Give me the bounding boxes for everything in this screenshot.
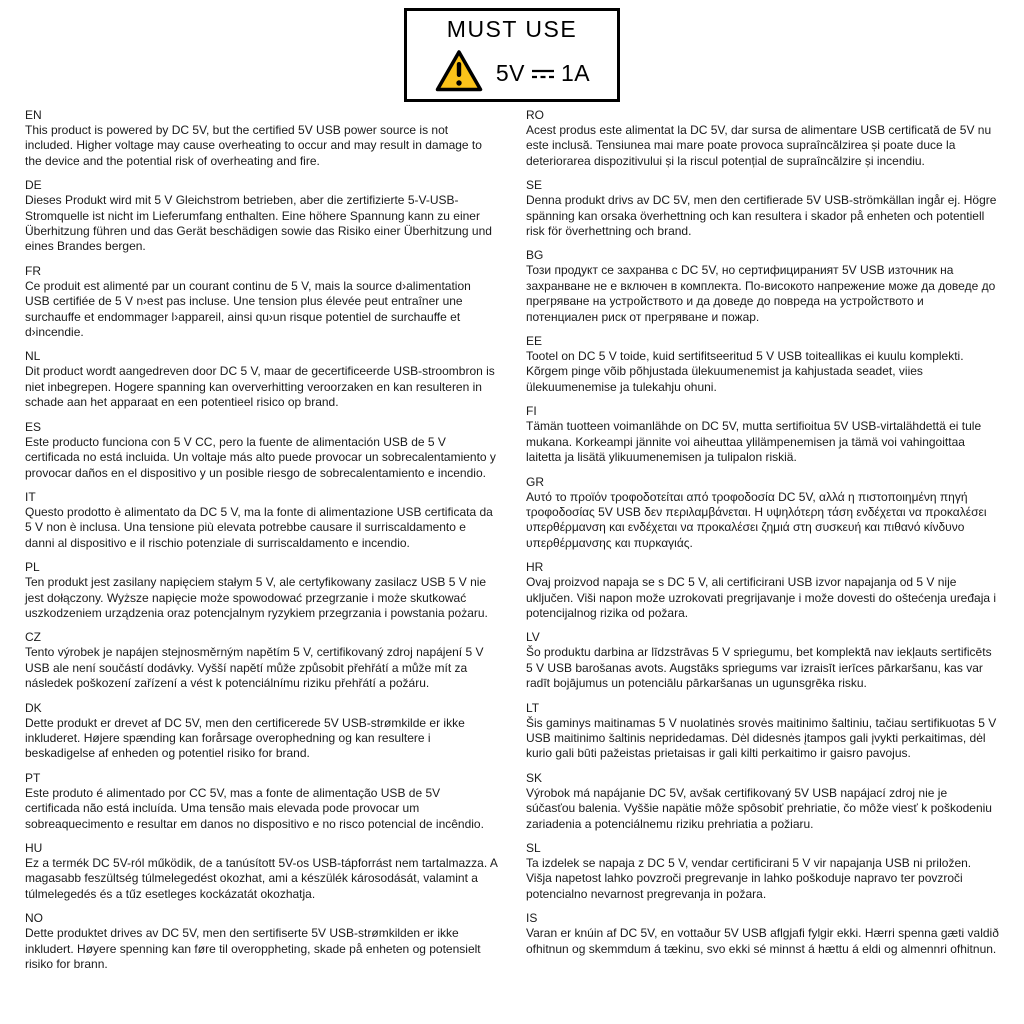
lang-text: Ta izdelek se napaja z DC 5 V, vendar certificirani 5 V vir napajanja USB ni priložen. Višja napetost lahko povzroči pregrevanje in lahko poškoduje napravo ter povzroči potencialno nevarnost pregrevanja in požara. xyxy=(526,856,972,901)
lang-code: HU xyxy=(25,841,43,855)
lang-section-is xyxy=(526,911,999,957)
banner-title: MUST USE xyxy=(446,16,578,42)
lang-code: IS xyxy=(526,911,538,926)
lang-section-no xyxy=(25,911,498,972)
lang-section-se xyxy=(526,178,999,239)
lang-text: Dette produkt er drevet af DC 5V, men den certificerede 5V USB-strømkilde er ikke inkluderet. Højere spænding kan forårsage overophedning og kan resultere i beskadigelse af enheden og potentiel risiko for brand. xyxy=(25,715,465,761)
lang-section-gr xyxy=(526,475,999,552)
lang-text: Ce produit est alimenté par un courant continu de 5 V, mais la source d›alimentation USB certifiée de 5 V n›est pas incluse. Une tension plus élevée peut entraîner une surchauffe et endommager l›appareil, ainsi qu›un risque potentiel de surchauffe et d›incendie. xyxy=(25,278,471,340)
lang-section-cz xyxy=(25,630,498,691)
lang-section-it xyxy=(25,490,498,551)
lang-code: IT xyxy=(25,489,36,504)
voltage-value: 5V xyxy=(495,60,525,87)
lang-section-nl xyxy=(25,349,498,410)
lang-text: Dieses Produkt wird mit 5 V Gleichstrom betrieben, aber die zertifizierte 5-V-USB-Stromquelle ist nicht im Lieferumfang enthalten. Eine höhere Spannung kann zu einer Überhitzung führen und das Gerät beschädigen sowie das Risiko einer Überhitzung und eines Brandes bergen. xyxy=(25,193,492,254)
lang-section-es xyxy=(25,420,498,481)
lang-text: Varan er knúin af DC 5V, en vottaður 5V USB aflgjafi fylgir ekki. Hærri spenna gæti valdið ofhitnun og skemmdum á tækinu, svo ekki sé minnst á hættu á eldi og almennri ofhitnun. xyxy=(526,926,999,956)
lang-code: PL xyxy=(25,560,40,575)
lang-section-bg xyxy=(526,248,999,325)
lang-section-ee xyxy=(526,334,999,395)
lang-code: CZ xyxy=(25,630,41,645)
left-column xyxy=(25,108,498,981)
lang-code: FR xyxy=(25,263,41,278)
lang-text: Acest produs este alimentat la DC 5V, dar sursa de alimentare USB certificată de 5V nu este inclusă. Tensiunea mai mare poate provoca supraîncălzirea și poate duce la deteriorarea dispozitivului și la riscul potențial de supraîncălzire și incendiu. xyxy=(526,123,992,168)
language-columns xyxy=(25,108,999,981)
lang-text: Denna produkt drivs av DC 5V, men den certifierade 5V USB-strömkällan ingår ej. Högre spänning kan orsaka överhettning och kan resultera i skador på enheten och potentiell risk för överhettning och brand. xyxy=(526,193,997,239)
lang-section-pt xyxy=(25,771,498,832)
lang-text: Este produto é alimentado por CC 5V, mas a fonte de alimentação USB de 5V certificada não está incluída. Uma tensão mais elevada pode provocar um sobreaquecimento e resultar em danos no dispositivo e no risco potencial de incêndio. xyxy=(25,785,484,831)
lang-section-sl xyxy=(526,841,999,902)
lang-section-lt xyxy=(526,701,999,762)
lang-text: Ez a termék DC 5V-ról működik, de a tanúsított 5V-os USB-tápforrást nem tartalmazza. A magasabb feszültség túlmelegedést okozhat, ami a készülék károsodását, valamint a túlmelegedés és a tűz esetleges kockázatát okozhatja. xyxy=(25,856,498,901)
lang-text: Výrobok má napájanie DC 5V, avšak certifikovaný 5V USB napájací zdroj nie je súčasťou balenia. Vyššie napätie môže spôsobiť prehriatie, čo môže viesť k poškodeniu zariadenia a potenciálnemu riziku prehriatia a požiaru. xyxy=(526,785,992,831)
lang-code: GR xyxy=(526,474,544,489)
lang-code: EE xyxy=(526,334,543,349)
lang-section-fi xyxy=(526,404,999,465)
lang-code: DE xyxy=(25,178,42,193)
lang-section-hu xyxy=(25,841,498,902)
lang-code: NO xyxy=(25,911,43,926)
lang-code: ES xyxy=(25,419,42,434)
current-value: 1A xyxy=(561,60,591,87)
lang-text: This product is powered by DC 5V, but the certified 5V USB power source is not included. Higher voltage may cause overheating to occur and may result in damage to the device and the potential risk of overheating and fire. xyxy=(25,123,482,168)
lang-code: DK xyxy=(25,700,42,715)
lang-text: Αυτό το προϊόν τροφοδοτείται από τροφοδοσία DC 5V, αλλά η πιστοποιημένη πηγή τροφοδοσίας 5V USB δεν περιλαμβάνεται. Η υψηλότερη τάση ενδέχεται να προκαλέσει υπερθέρμανση και ενδέχεται να προκαλέσει ζημιά στη συσκευή και πιθανό κίνδυνο υπερθέρμανσης και πυρκαγιάς. xyxy=(526,489,987,550)
voltage-spec xyxy=(496,60,590,87)
lang-text: Tootel on DC 5 V toide, kuid sertifitseeritud 5 V USB toiteallikas ei kuulu komplekti. Kõrgem pinge võib põhjustada ülekuumenemist ja kahjustada seadet, viies ülekuumenemise ja tulekahju ohuni. xyxy=(526,349,964,394)
banner-spec-row xyxy=(434,48,590,99)
lang-code: SE xyxy=(526,178,543,193)
warning-triangle-icon xyxy=(434,48,484,99)
lang-code: EN xyxy=(25,108,42,122)
lang-code: LV xyxy=(526,630,540,645)
lang-code: RO xyxy=(526,108,544,122)
lang-text: Този продукт се захранва с DC 5V, но сертифицираният 5V USB източник на захранване не е включен в комплекта. По-високото напрежение може да доведе до прегряване на устройството и да доведе до повреда на устройството и потенциален риск от прегряване и пожар. xyxy=(526,263,996,324)
lang-text: Ten produkt jest zasilany napięciem stałym 5 V, ale certyfikowany zasilacz USB 5 V nie jest dołączony. Wyższe napięcie może spowodować przegrzanie i może skutkować uszkodzeniem urządzenia oraz potencjalnym ryzykiem przegrzania i powstania pożaru. xyxy=(25,575,488,620)
lang-text: Ovaj proizvod napaja se s DC 5 V, ali certificirani USB izvor napajanja od 5 V nije uključen. Viši napon može uzrokovati pregrijavanje i može dovesti do oštećenja uređaja i potencijalnog rizika od požara. xyxy=(526,575,997,620)
lang-text: Dette produktet drives av DC 5V, men den sertifiserte 5V USB-strømkilden er ikke inkludert. Høyere spenning kan føre til overoppheting, skade på enheten og potensielt risiko for brann. xyxy=(25,926,481,972)
lang-code: FI xyxy=(526,404,537,419)
lang-code: SK xyxy=(526,770,543,785)
lang-section-ro xyxy=(526,108,999,169)
lang-code: LT xyxy=(526,700,540,715)
lang-text: Dit product wordt aangedreven door DC 5 V, maar de gecertificeerde USB-stroombron is niet inbegrepen. Hogere spanning kan oververhitting veroorzaken en kan resulteren in schade aan het apparaat en een potentieel risico op brand. xyxy=(25,364,495,410)
lang-section-lv xyxy=(526,630,999,691)
lang-section-de xyxy=(25,178,498,255)
lang-section-pl xyxy=(25,560,498,621)
lang-text: Šo produktu darbina ar līdzstrāvas 5 V spriegumu, bet komplektā nav iekļauts sertificēts 5 V USB barošanas avots. Augstāks spriegums var izraisīt ierīces pārkaršanu, kas var radīt bojājumus un potenciālu pārkaršanas un ugunsgrēka risku. xyxy=(526,645,992,691)
lang-text: Tämän tuotteen voimanlähde on DC 5V, mutta sertifioitua 5V USB-virtalähdettä ei tule mukana. Korkeampi jännite voi aiheuttaa ylilämpenemisen ja tämä voi vahingoittaa laitetta ja lisätä ylikuumenemisen ja tulipalon riskiä. xyxy=(526,419,982,465)
lang-code: SL xyxy=(526,841,541,855)
lang-code: PT xyxy=(25,770,41,785)
lang-text: Este producto funciona con 5 V CC, pero la fuente de alimentación USB de 5 V certificada no está incluida. Un voltaje más alto puede provocar un sobrecalentamiento y provocar daños en el dispositivo y un posible riesgo de sobrecalentamiento e incendio. xyxy=(25,434,496,480)
lang-code: HR xyxy=(526,560,544,575)
lang-section-en xyxy=(25,108,498,169)
lang-section-fr xyxy=(25,264,498,341)
lang-code: BG xyxy=(526,248,544,263)
lang-section-dk xyxy=(25,701,498,762)
lang-text: Tento výrobek je napájen stejnosměrným napětím 5 V, certifikovaný zdroj napájení 5 V USB ale není součástí dodávky. Vyšší napětí může způsobit přehřátí a může mít za následek poškození zařízení a vést k potenciálnímu riziku přehřátí a požáru. xyxy=(25,645,484,691)
lang-text: Šis gaminys maitinamas 5 V nuolatinės srovės maitinimo šaltiniu, tačiau sertifikuotas 5 V USB maitinimo šaltinis nepridedamas. Dėl didesnės įtampos gali įvykti perkaitimas, dėl kurio gali būti pažeistas prietaisas ir gali kilti perkaitimo ir gaisro pavojus. xyxy=(526,715,997,761)
right-column xyxy=(526,108,999,981)
lang-code: NL xyxy=(25,349,41,364)
lang-text: Questo prodotto è alimentato da DC 5 V, ma la fonte di alimentazione USB certificata da 5 V non è inclusa. Una tensione più elevata potrebbe causare il surriscaldamento e danni al dispositivo e il rischio potenziale di surriscaldamento e incendio. xyxy=(25,504,493,550)
must-use-banner xyxy=(404,8,620,102)
lang-section-hr xyxy=(526,560,999,621)
lang-section-sk xyxy=(526,771,999,832)
dc-current-symbol-icon xyxy=(530,60,556,87)
